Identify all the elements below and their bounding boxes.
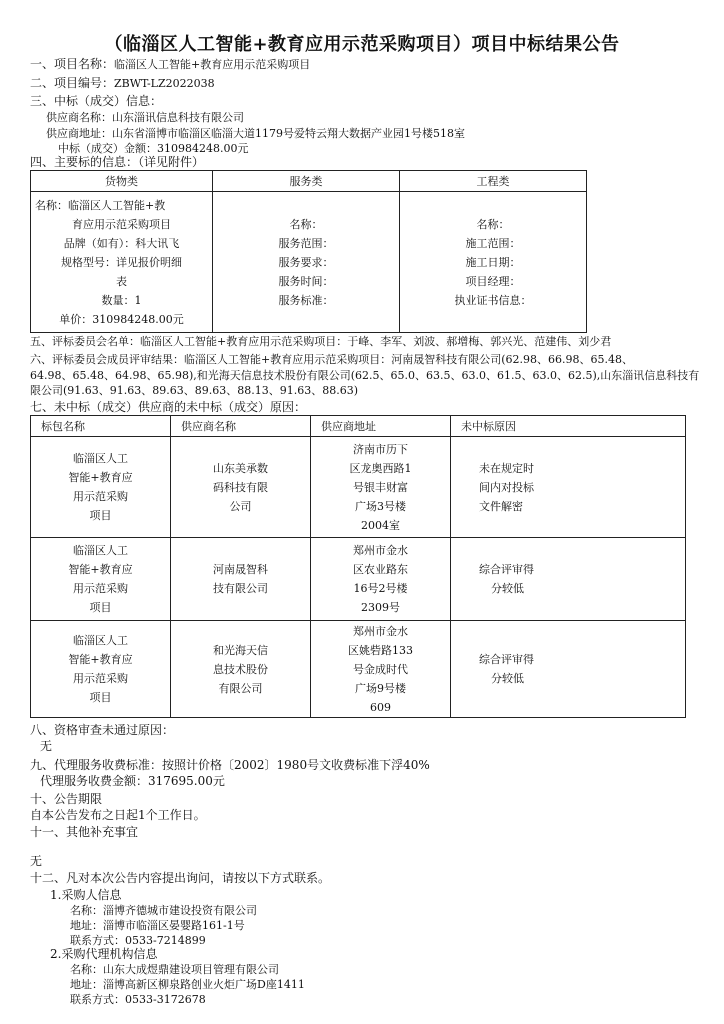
review-result-line-3: 限公司(91.63、91.63、89.63、89.63、88.13、91.63、88.63) [30, 384, 359, 397]
unsuccessful-header-row [31, 416, 686, 437]
cell-line: 广场3号楼 [355, 499, 406, 513]
agent-address: 地址：淄博高新区柳泉路创业火炬广场D座1411 [70, 978, 305, 991]
qualification-value: 无 [40, 739, 53, 753]
package-cell [31, 437, 171, 538]
notice-period-value: 自本公告发布之日起1个工作日。 [30, 808, 206, 822]
committee-list: 五、评标委员会名单：临淄区人工智能+教育应用示范采购项目：于峰、李军、刘波、郝增梅、郭兴光、范建伟、刘少君 [30, 335, 612, 348]
cell-line: 有限公司 [218, 681, 263, 695]
cell-line: 智能+教育应 [68, 653, 133, 666]
table-row [31, 621, 686, 718]
cell-line: 间内对投标 [479, 480, 534, 494]
cell-line: 项目 [89, 691, 112, 704]
cell-line: 分较低 [491, 672, 524, 685]
service-line: 名称： [289, 217, 323, 231]
address-cell [311, 437, 451, 538]
package-cell [31, 538, 171, 621]
agent-info-title: 2.采购代理机构信息 [50, 947, 158, 961]
cell-line: 智能+教育应 [68, 563, 133, 576]
main-items-header-row [31, 171, 587, 192]
project-cell [400, 192, 587, 333]
cell-line: 2004室 [361, 518, 400, 532]
supplier-cell [171, 621, 311, 718]
supplier-name-label: 供应商名称： [46, 111, 112, 124]
goods-line: 数量：1 [101, 293, 142, 307]
buyer-info-title: 1.采购人信息 [50, 888, 122, 902]
project-line: 名称： [476, 217, 510, 231]
other-matters-heading: 十一、其他补充事宜 [30, 825, 139, 839]
cell-line: 临淄区人工 [73, 452, 128, 465]
cell-line: 项目 [89, 509, 112, 522]
contact-heading: 十二、凡对本次公告内容提出询问，请按以下方式联系。 [30, 871, 331, 885]
cell-line: 息技术股份 [213, 662, 268, 676]
cell-line: 未在规定时 [479, 461, 534, 475]
cell-line: 河南晟智科 [213, 563, 268, 576]
package-cell [31, 621, 171, 718]
address-cell [311, 621, 451, 718]
agency-fee-standard: 九、代理服务收费标准：按照计价格〔2002〕1980号文收费标准下浮40% [30, 758, 430, 772]
main-items-body-row [31, 192, 587, 333]
buyer-address: 地址：淄博市临淄区晏婴路161-1号 [70, 919, 245, 932]
supplier-cell [171, 538, 311, 621]
notice-period-heading: 十、公告期限 [30, 792, 103, 806]
award-amount-label: 中标（成交）金额： [58, 142, 157, 155]
cell-line: 郑州市金水 [353, 624, 408, 638]
cell-line: 山东美承数 [213, 461, 268, 475]
cell-line: 郑州市金水 [353, 544, 408, 557]
address-cell [311, 538, 451, 621]
review-result-line-2: 64.98、65.48、64.98、65.98),和光海天信息技术股份有限公司(62.5、65.0、63.5、63.0、61.5、63.0、62.5),山东淄讯信息科技有 [30, 369, 700, 382]
cell-line: 济南市历下 [353, 442, 408, 456]
reason-cell [451, 437, 686, 538]
cell-line: 号金成时代 [353, 662, 408, 676]
supplier-address-label: 供应商地址： [46, 127, 112, 140]
cell-line: 用示范采购 [73, 582, 128, 595]
cell-line: 智能+教育应 [68, 471, 133, 484]
header-service: 服务类 [213, 171, 400, 192]
project-line: 施工范围： [465, 236, 521, 250]
header-address: 供应商地址 [311, 416, 451, 437]
cell-line: 技有限公司 [213, 582, 268, 595]
project-line: 项目经理： [465, 274, 521, 288]
reason-cell [451, 621, 686, 718]
goods-line: 表 [116, 274, 127, 288]
page-title: （临淄区人工智能+教育应用示范采购项目）项目中标结果公告 [104, 34, 620, 55]
service-cell [213, 192, 400, 333]
unsuccessful-heading: 七、未中标（成交）供应商的未中标（成交）原因： [30, 400, 307, 414]
award-info-heading: 三、中标（成交）信息： [30, 94, 163, 108]
goods-line: 规格型号：详见报价明细 [61, 255, 182, 269]
supplier-name-value: 山东淄讯信息科技有限公司 [112, 111, 244, 124]
goods-line: 品牌（如有）：科大讯飞 [63, 236, 180, 250]
project-number-value: ZBWT-LZ2022038 [114, 77, 215, 90]
cell-line: 区龙奥西路1 [349, 461, 412, 475]
agency-fee-amount: 代理服务收费金额：317695.00元 [40, 774, 225, 788]
project-line: 执业证书信息： [454, 293, 532, 307]
main-items-heading: 四、主要标的信息：（详见附件） [30, 155, 205, 169]
supplier-address-row [46, 126, 465, 142]
cell-line: 用示范采购 [73, 490, 128, 503]
other-matters-value: 无 [30, 854, 43, 868]
review-result-line-1: 六、评标委员会成员评审结果：临淄区人工智能+教育应用示范采购项目：河南晟智科技有限公司(62.98、66.98、65.48、 [30, 353, 633, 366]
goods-cell [31, 192, 213, 333]
cell-line: 公司 [229, 499, 252, 513]
cell-line: 临淄区人工 [73, 634, 128, 647]
supplier-cell [171, 437, 311, 538]
project-name-row [30, 56, 310, 73]
header-supplier: 供应商名称 [171, 416, 311, 437]
cell-line: 区姚砦路133 [348, 643, 413, 657]
cell-line: 综合评审得 [479, 653, 534, 666]
reason-cell [451, 538, 686, 621]
agent-phone: 联系方式：0533-3172678 [70, 993, 206, 1006]
cell-line: 码科技有限 [213, 480, 268, 494]
qualification-heading: 八、资格审查未通过原因： [30, 723, 175, 737]
supplier-name-row [46, 110, 244, 126]
project-number-label: 二、项目编号： [30, 76, 115, 90]
cell-line: 和光海天信 [213, 643, 268, 657]
buyer-name: 名称：淄博齐德城市建设投资有限公司 [70, 904, 257, 917]
project-line: 施工日期： [465, 255, 521, 269]
cell-line: 2309号 [361, 601, 400, 614]
service-line: 服务要求： [278, 255, 334, 269]
service-line: 服务时间： [278, 274, 334, 288]
project-name-value: 临淄区人工智能+教育应用示范采购项目 [114, 58, 311, 71]
header-package: 标包名称 [31, 416, 171, 437]
cell-line: 号银丰财富 [353, 480, 408, 494]
cell-line: 609 [370, 700, 391, 714]
buyer-phone: 联系方式：0533-7214899 [70, 934, 206, 947]
cell-line: 综合评审得 [479, 563, 534, 576]
main-items-table [30, 170, 587, 333]
cell-line: 用示范采购 [73, 672, 128, 685]
cell-line: 项目 [89, 601, 112, 614]
table-row [31, 538, 686, 621]
project-number-row [30, 75, 215, 92]
cell-line: 文件解密 [479, 499, 523, 513]
header-project: 工程类 [400, 171, 587, 192]
cell-line: 广场9号楼 [355, 681, 406, 695]
goods-line: 单价：310984248.00元 [59, 312, 184, 326]
project-name-label: 一、项目名称： [30, 57, 115, 71]
unsuccessful-table [30, 415, 686, 718]
goods-line: 名称：临淄区人工智能+教 [35, 198, 166, 212]
supplier-address-value: 山东省淄博市临淄区临淄大道1179号爱特云翔大数据产业园1号楼518室 [112, 127, 465, 140]
cell-line: 16号2号楼 [353, 582, 408, 595]
agent-name: 名称：山东大成煜鼎建设项目管理有限公司 [70, 963, 279, 976]
table-row [31, 437, 686, 538]
award-amount-value: 310984248.00元 [157, 142, 249, 155]
cell-line: 区农业路东 [353, 563, 408, 576]
service-line: 服务标准： [278, 293, 334, 307]
cell-line: 临淄区人工 [73, 544, 128, 557]
header-goods: 货物类 [31, 171, 213, 192]
service-line: 服务范围： [278, 236, 334, 250]
goods-line: 育应用示范采购项目 [72, 217, 171, 231]
cell-line: 分较低 [491, 582, 524, 595]
header-reason: 未中标原因 [451, 416, 686, 437]
